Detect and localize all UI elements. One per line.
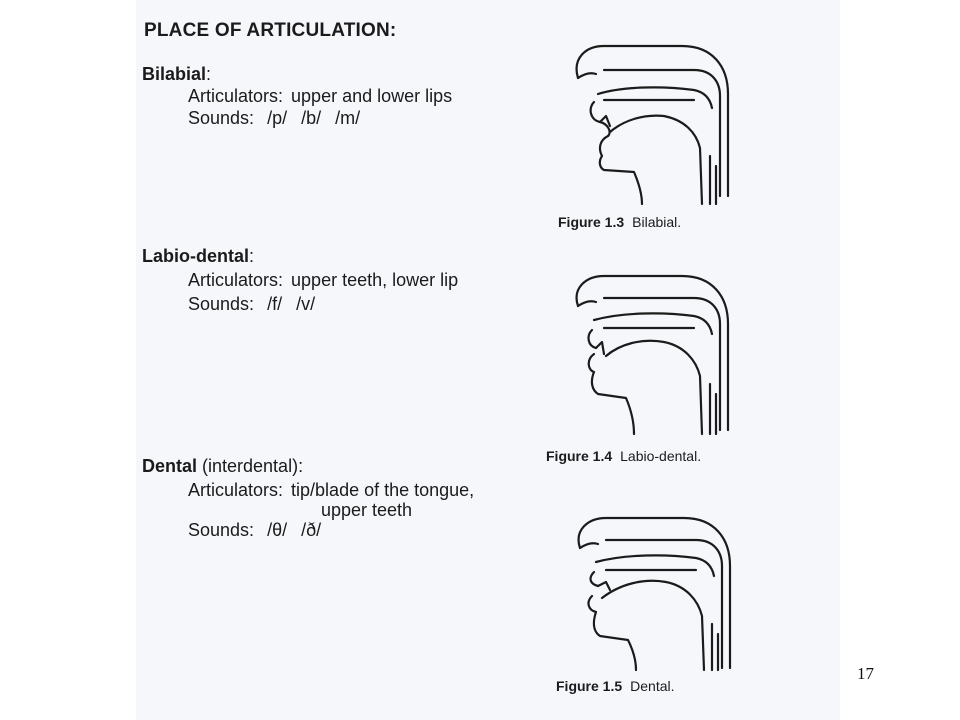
vocal-tract-diagram-dental	[566, 512, 756, 674]
vocal-tract-diagram-bilabial	[564, 36, 754, 208]
section-title-bilabial	[142, 64, 211, 85]
sound-symbol: /v/	[296, 294, 316, 314]
articulators-label: Articulators:	[188, 270, 284, 290]
sound-symbol: /f/	[267, 294, 283, 314]
section-title-text: Dental	[142, 456, 198, 476]
section-title-text: Labio-dental	[142, 246, 249, 266]
articulators-value: upper teeth	[321, 500, 413, 520]
scanned-page	[136, 0, 840, 720]
page-heading: PLACE OF ARTICULATION:	[144, 20, 397, 41]
section-title-suffix: (interdental):	[197, 456, 304, 476]
sound-symbol: /θ/	[267, 520, 288, 540]
articulators-row-dental	[188, 480, 474, 501]
figure-number: Figure 1.5	[556, 678, 623, 694]
vocal-tract-diagram-labio-dental	[564, 270, 754, 442]
figure-caption-dental	[556, 678, 675, 694]
articulators-label: Articulators:	[188, 480, 284, 500]
figure-number: Figure 1.4	[546, 448, 613, 464]
articulators-row-bilabial	[188, 86, 452, 107]
articulators-value: upper teeth, lower lip	[291, 270, 459, 290]
sound-symbol: /ð/	[301, 520, 322, 540]
section-title-suffix: :	[249, 246, 255, 266]
sounds-label: Sounds:	[188, 294, 255, 314]
section-title-text: Bilabial	[142, 64, 207, 84]
articulators-row-dental-cont	[321, 500, 412, 521]
section-title-dental	[142, 456, 303, 477]
articulators-value: upper and lower lips	[291, 86, 453, 106]
sounds-label: Sounds:	[188, 520, 255, 540]
figure-number: Figure 1.3	[558, 214, 625, 230]
sound-symbol: /p/	[267, 108, 288, 128]
figure-caption-text: Dental.	[630, 678, 675, 694]
sounds-row-dental	[188, 520, 335, 541]
figure-caption-text: Bilabial.	[632, 214, 682, 230]
sounds-row-bilabial	[188, 108, 374, 129]
section-title-labio-dental	[142, 246, 254, 267]
sounds-label: Sounds:	[188, 108, 255, 128]
slide-number: 17	[857, 664, 874, 683]
figure-caption-labio-dental	[546, 448, 701, 464]
section-title-suffix: :	[206, 64, 212, 84]
articulators-label: Articulators:	[188, 86, 284, 106]
sound-symbol: /m/	[335, 108, 361, 128]
articulators-value: tip/blade of the tongue,	[291, 480, 475, 500]
articulators-row-labio-dental	[188, 270, 458, 291]
figure-caption-text: Labio-dental.	[620, 448, 702, 464]
sounds-row-labio-dental	[188, 294, 329, 315]
figure-caption-bilabial	[558, 214, 681, 230]
sound-symbol: /b/	[301, 108, 322, 128]
